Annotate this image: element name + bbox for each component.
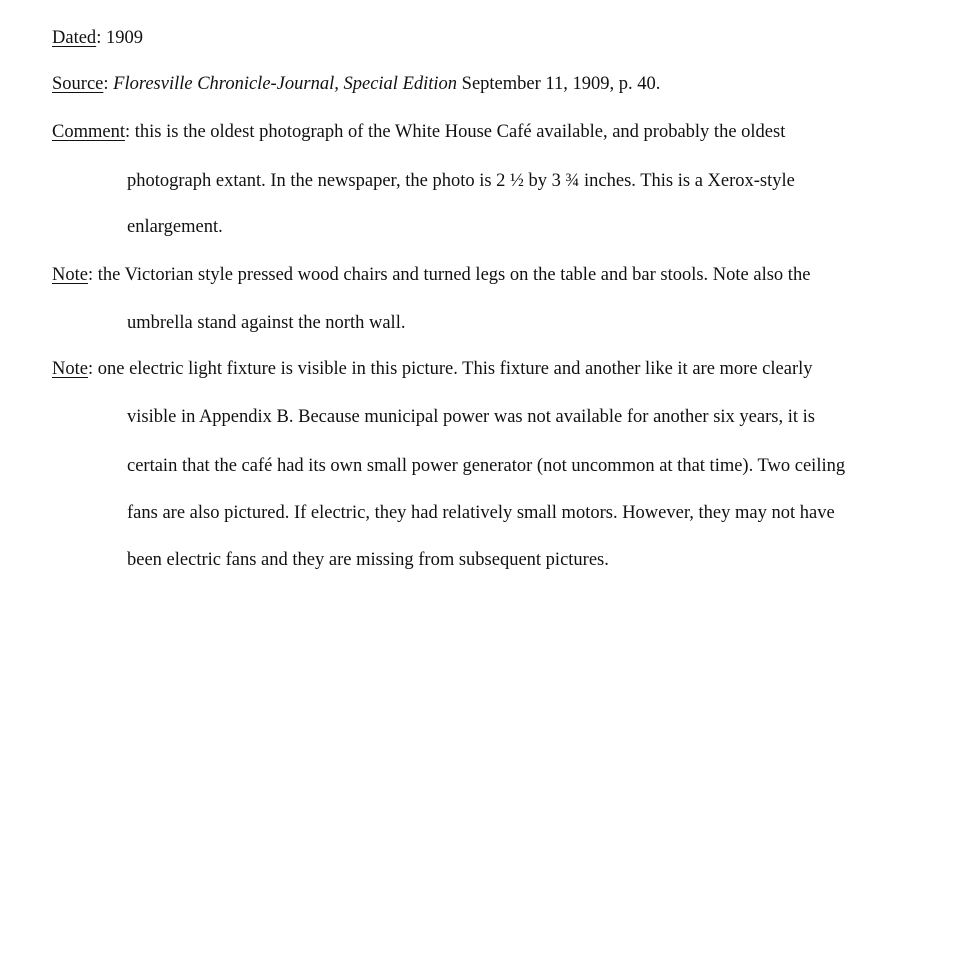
- comment-line-3: enlargement.: [127, 217, 223, 237]
- source-label: Source: [52, 74, 104, 94]
- dated-value: 1909: [105, 28, 143, 48]
- note-2-line-3: certain that the café had its own small power generator (not uncommon at that time). Two ceiling: [127, 456, 846, 476]
- dated-label: Dated: [52, 28, 97, 48]
- note-2-line-5: been electric fans and they are missing from subsequent pictures.: [127, 550, 609, 570]
- comment-line-2: photograph extant. In the newspaper, the photo is 2 ½ by 3 ¾ inches. This is a Xerox-style: [127, 171, 795, 191]
- note-2-line-2: visible in Appendix B. Because municipal power was not available for another six years, it is: [127, 407, 815, 427]
- note-1-text-1: : the Victorian style pressed wood chairs and turned legs on the table and bar stools. Note also the: [87, 265, 811, 285]
- dated-line: [52, 27, 143, 49]
- comment-text-1: : this is the oldest photograph of the White House Café available, and probably the oldest: [124, 122, 786, 142]
- comment-label: Comment: [52, 122, 125, 142]
- source-details: September 11, 1909, p. 40.: [457, 74, 661, 94]
- comment-line-1: [52, 121, 785, 143]
- note-2-line-4: fans are also pictured. If electric, they had relatively small motors. However, they may not have: [127, 503, 835, 523]
- note-1-label: Note: [52, 265, 88, 285]
- source-publication: Floresville Chronicle-Journal, Special Edition: [113, 74, 458, 94]
- note-2-label: Note: [52, 359, 88, 379]
- dated-separator: :: [96, 28, 106, 48]
- note-2-line-1: [52, 358, 813, 380]
- source-line: [52, 73, 660, 95]
- source-separator: :: [103, 74, 114, 94]
- note-2-text-1: : one electric light fixture is visible in this picture. This fixture and another like it are more clearly: [87, 359, 813, 379]
- note-1-line-1: [52, 264, 810, 286]
- note-1-line-2: umbrella stand against the north wall.: [127, 313, 406, 333]
